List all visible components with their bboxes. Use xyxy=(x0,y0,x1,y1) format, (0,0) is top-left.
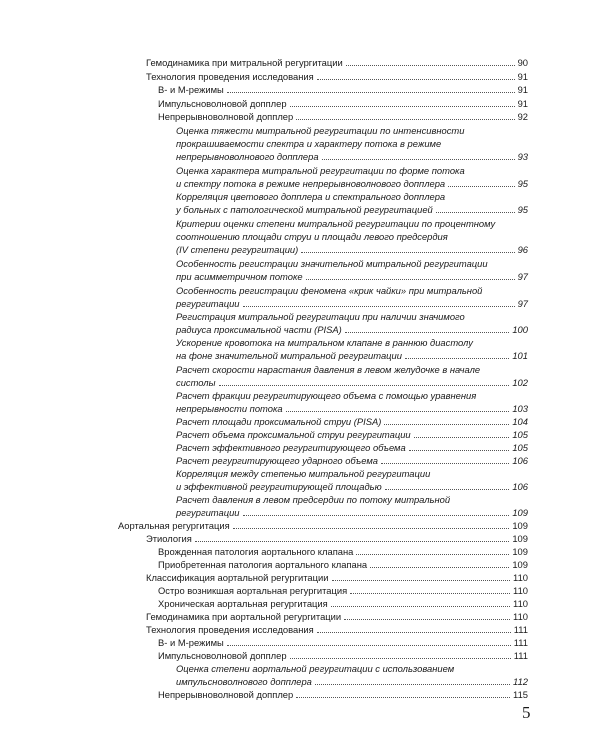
entry-page: 91 xyxy=(517,71,528,82)
entry-title: на фоне значительной митральной регургитации xyxy=(176,350,402,361)
entry-title: импульсноволнового допплера xyxy=(176,676,312,687)
entry-title: Расчет регургитирующего ударного объема xyxy=(176,455,378,466)
entry-page: 110 xyxy=(513,598,528,609)
entry-page: 111 xyxy=(513,637,528,648)
toc-entry xyxy=(158,649,528,662)
entry-title: Аортальная регургитация xyxy=(118,520,230,531)
entry-title: радиуса проксимальной части (PISA) xyxy=(176,324,342,335)
entry-title: Непрерывноволновой допплер xyxy=(158,111,294,122)
toc-entry xyxy=(146,610,528,623)
entry-page: 112 xyxy=(513,676,528,687)
entry-title: Непрерывноволновой допплер xyxy=(158,689,294,700)
toc-entry xyxy=(176,415,528,428)
entry-title: регургитации xyxy=(176,507,240,518)
toc-entry xyxy=(158,97,528,110)
entry-title: Технология проведения исследования xyxy=(146,624,314,635)
entry-title: Врожденная патология аортального клапана xyxy=(158,546,354,557)
entry-page: 95 xyxy=(517,204,528,215)
entry-title: Классификация аортальной регургитации xyxy=(146,572,329,583)
entry-page: 100 xyxy=(512,324,528,335)
entry-title: Импульсноволновой допплер xyxy=(158,650,287,661)
entry-page: 103 xyxy=(512,403,528,414)
toc-entry xyxy=(176,150,528,163)
entry-page: 97 xyxy=(517,271,528,282)
toc-entry xyxy=(158,597,528,610)
entry-title: непрерывноволнового допплера xyxy=(176,151,319,162)
entry-title: (IV степени регургитации) xyxy=(176,244,299,255)
entry-page: 102 xyxy=(512,377,528,388)
entry-line: Корреляция между степенью митральной регургитации xyxy=(176,468,431,479)
toc-entry xyxy=(146,623,528,636)
entry-title: Гемодинамика при аортальной регургитации xyxy=(146,611,342,622)
toc-entry xyxy=(146,571,528,584)
page-number: 5 xyxy=(522,703,531,722)
entry-page: 97 xyxy=(517,298,528,309)
entry-line: Расчет давления в левом предсердии по потоку митральной xyxy=(176,494,451,505)
toc-entry xyxy=(176,480,528,493)
entry-line: Оценка степени аортальной регургитации с использованием xyxy=(176,663,455,674)
entry-line: Расчет фракции регургитирующего объема с помощью уравнения xyxy=(176,390,477,401)
entry-page: 105 xyxy=(512,442,528,453)
entry-title: Расчет эффективного регургитирующего объема xyxy=(176,442,406,453)
entry-page: 90 xyxy=(517,57,528,68)
entry-line: Критерии оценки степени митральной регургитации по процентному xyxy=(176,218,496,229)
entry-title: непрерывности потока xyxy=(176,403,283,414)
entry-page: 106 xyxy=(512,481,528,492)
entry-page: 109 xyxy=(512,546,528,557)
entry-line: Особенность регистрации феномена «крик чайки» при митральной xyxy=(176,285,483,296)
toc-entry xyxy=(176,323,528,336)
toc-entry xyxy=(176,441,528,454)
entry-title: Технология проведения исследования xyxy=(146,71,314,82)
entry-title: и спектру потока в режиме непрерывноволнового допплера xyxy=(176,178,446,189)
entry-line: Корреляция цветового допплера и спектрального допплера xyxy=(176,191,446,202)
entry-title: при асимметричном потоке xyxy=(176,271,303,282)
toc-entry xyxy=(158,545,528,558)
entry-title: Расчет объема проксимальной струи регургитации xyxy=(176,429,411,440)
entry-line: Регистрация митральной регургитации при наличии значимого xyxy=(176,311,465,322)
toc-entry xyxy=(176,297,528,310)
toc-entry xyxy=(176,506,528,519)
toc-entry xyxy=(146,532,528,545)
entry-title: систолы xyxy=(176,377,216,388)
entry-page: 111 xyxy=(513,650,528,661)
entry-page: 96 xyxy=(517,244,528,255)
entry-line: соотношению площади струи и площади левого предсердия xyxy=(176,231,448,242)
entry-page: 110 xyxy=(513,572,528,583)
entry-title: Остро возникшая аортальная регургитация xyxy=(158,585,348,596)
entry-title: у больных с патологической митральной регургитацией xyxy=(176,204,433,215)
toc-entry xyxy=(146,70,528,83)
entry-title: В- и М-режимы xyxy=(158,84,224,95)
entry-line: Расчет скорости нарастания давления в левом желудочке в начале xyxy=(176,364,481,375)
entry-page: 101 xyxy=(512,350,528,361)
toc-entry xyxy=(176,376,528,389)
toc-entry xyxy=(158,110,528,123)
entry-title: Этиология xyxy=(146,533,192,544)
entry-page: 91 xyxy=(517,84,528,95)
entry-title: Приобретенная патология аортального клапана xyxy=(158,559,368,570)
entry-page: 106 xyxy=(512,455,528,466)
toc-entry xyxy=(118,519,528,532)
entry-page: 91 xyxy=(517,98,528,109)
entry-page: 109 xyxy=(512,520,528,531)
entry-line: прокрашиваемости спектра и характеру потока в режиме xyxy=(176,138,442,149)
entry-title: В- и М-режимы xyxy=(158,637,224,648)
entry-page: 110 xyxy=(513,585,528,596)
toc-entry xyxy=(158,584,528,597)
toc-entry xyxy=(176,243,528,256)
entry-page: 109 xyxy=(512,507,528,518)
entry-page: 92 xyxy=(517,111,528,122)
entry-title: и эффективной регургитирующей площадью xyxy=(176,481,382,492)
entry-title: Хроническая аортальная регургитация xyxy=(158,598,328,609)
toc-entry xyxy=(158,688,528,701)
entry-title: Расчет площади проксимальной струи (PISA) xyxy=(176,416,382,427)
toc-entry xyxy=(176,454,528,467)
toc-entry xyxy=(176,675,528,688)
toc-entry xyxy=(176,402,528,415)
toc-entry xyxy=(176,349,528,362)
entry-line: Оценка характера митральной регургитации по форме потока xyxy=(176,165,465,176)
entry-title: Гемодинамика при митральной регургитации xyxy=(146,57,343,68)
entry-title: Импульсноволновой допплер xyxy=(158,98,287,109)
entry-page: 104 xyxy=(512,416,528,427)
entry-line: Особенность регистрации значительной митральной регургитации xyxy=(176,258,488,269)
toc-entry xyxy=(158,83,528,96)
entry-page: 95 xyxy=(517,178,528,189)
toc-entry xyxy=(176,428,528,441)
toc-entry xyxy=(158,636,528,649)
entry-title: регургитации xyxy=(176,298,240,309)
entry-page: 111 xyxy=(513,624,528,635)
entry-page: 109 xyxy=(512,533,528,544)
entry-page: 115 xyxy=(513,689,528,700)
entry-page: 105 xyxy=(512,429,528,440)
toc-entry xyxy=(176,177,528,190)
entry-page: 110 xyxy=(513,611,528,622)
toc-entry xyxy=(158,558,528,571)
toc-entry xyxy=(176,270,528,283)
entry-line: Оценка тяжести митральной регургитации по интенсивности xyxy=(176,125,465,136)
toc-entry xyxy=(146,56,528,69)
entry-page: 93 xyxy=(517,151,528,162)
toc-entry xyxy=(176,203,528,216)
entry-page: 109 xyxy=(512,559,528,570)
entry-line: Ускорение кровотока на митральном клапане в раннюю диастолу xyxy=(176,337,473,348)
